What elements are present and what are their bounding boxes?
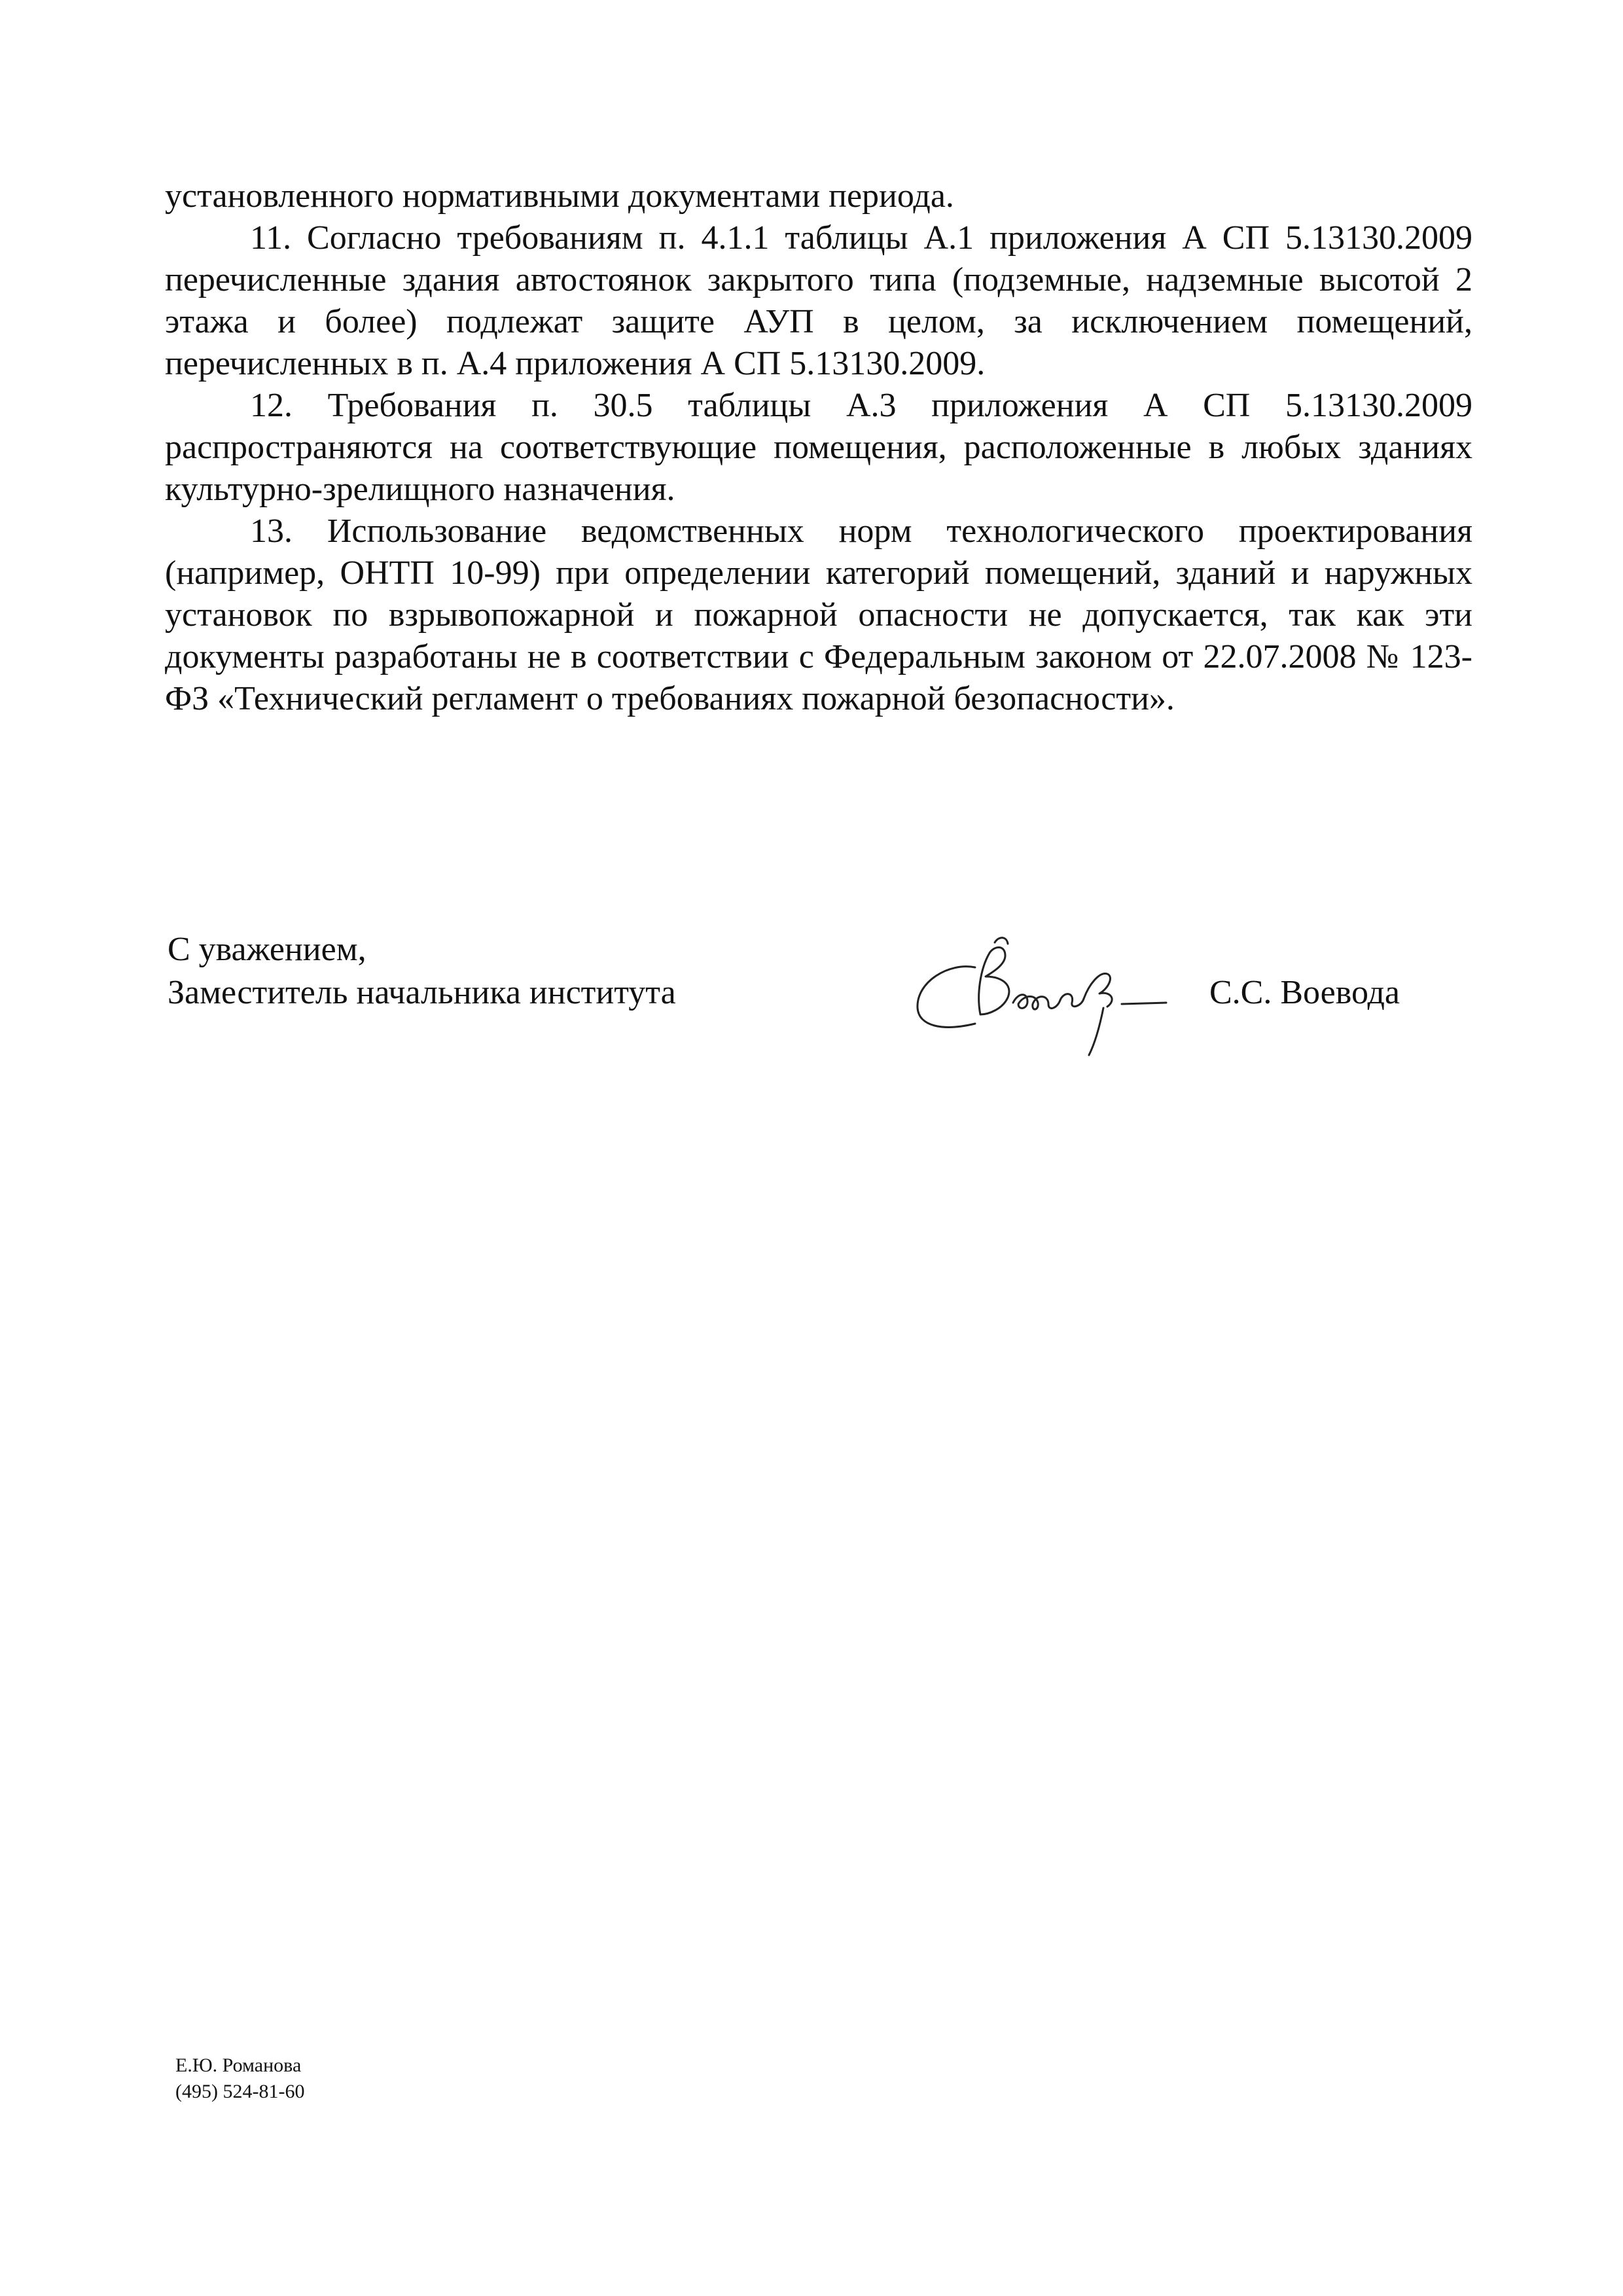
paragraph-item-11: 11. Согласно требованиям п. 4.1.1 таблицы А.1 приложения А СП 5.13130.2009 перечисленные здания автостоянок закрытого типа (подземные, надземные высотой 2 этажа и более) подлежат защите АУП в целом, за исключением помещений, перечисленных в п. А.4 приложения А СП 5.13130.2009. (165, 219, 1472, 382)
handwritten-signature (903, 916, 1178, 1060)
contact-block (175, 2053, 304, 2105)
signer-name: С.С. Воевода (1209, 974, 1400, 1011)
paragraph-continuation: установленного нормативными документами периода. (165, 177, 954, 215)
closing-greeting: С уважением, (168, 931, 366, 968)
signer-position: Заместитель начальника института (168, 974, 676, 1011)
paragraph-item-12: 12. Требования п. 30.5 таблицы А.3 приложения А СП 5.13130.2009 распространяются на соответствующие помещения, расположенные в любых зданиях культурно-зрелищного назначения. (165, 387, 1472, 508)
contact-name: Е.Ю. Романова (175, 2054, 302, 2076)
closing-block (168, 928, 676, 1014)
letter-body (165, 175, 1472, 720)
paragraph-item-13: 13. Использование ведомственных норм технологического проектирования (например, ОНТП 10-99) при определении категорий помещений, зданий и наружных установок по взрывопожарной и пожарной опасности не допускается, так как эти документы разработаны не в соответствии с Федеральным законом от 22.07.2008 № 123-ФЗ «Технический регламент о требованиях пожарной безопасности». (165, 512, 1472, 717)
contact-phone: (495) 524-81-60 (175, 2081, 305, 2102)
